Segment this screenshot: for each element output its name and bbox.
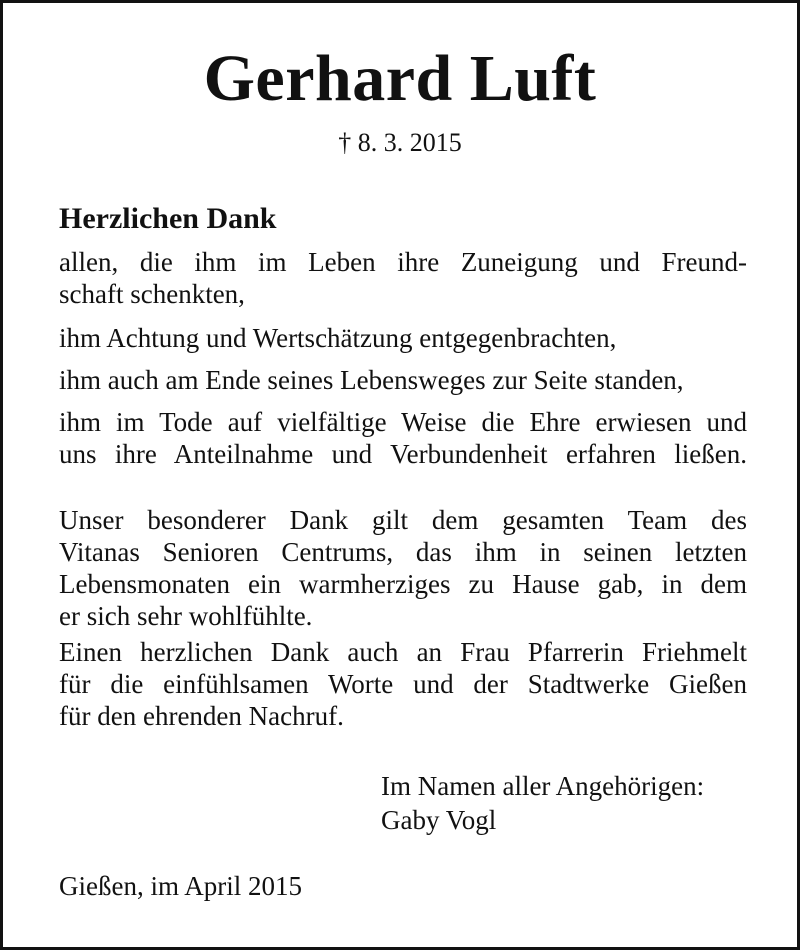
special-thanks-line: Lebensmonaten ein warmherziges zu Hause gab, in dem [59,569,747,599]
special-thanks-line: für den ehrenden Nachruf. [59,701,344,731]
thanks-line: allen, die ihm im Leben ihre Zuneigung und Freund- [59,247,747,277]
thanks-line: ihm auch am Ende seines Lebensweges zur Seite standen, [59,365,684,395]
thanks-line: uns ihre Anteilnahme und Verbundenheit erfahren ließen. [59,439,747,469]
place-date: Gießen, im April 2015 [59,871,302,901]
special-thanks-line: Vitanas Senioren Centrums, das ihm in seinen letzten [59,537,747,567]
special-thanks-line: Einen herzlichen Dank auch an Frau Pfarrerin Friehmelt [59,637,747,667]
special-thanks-line: Unser besonderer Dank gilt dem gesamten Team des [59,505,747,535]
thanks-line: schaft schenkten, [59,279,245,309]
thanks-heading: Herzlichen Dank [59,202,277,235]
special-thanks-line: er sich sehr wohlfühlte. [59,601,313,631]
signature-name: Gaby Vogl [381,805,497,835]
deceased-name: Gerhard Luft [203,42,597,115]
signature-intro: Im Namen aller Angehörigen: [381,771,705,801]
thanks-line: ihm im Tode auf vielfältige Weise die Ehre erwiesen und [59,407,747,437]
special-thanks-line: für die einfühlsamen Worte und der Stadtwerke Gießen [59,669,747,699]
thanks-line: ihm Achtung und Wertschätzung entgegenbrachten, [59,323,617,353]
death-date: † 8. 3. 2015 [338,128,462,157]
